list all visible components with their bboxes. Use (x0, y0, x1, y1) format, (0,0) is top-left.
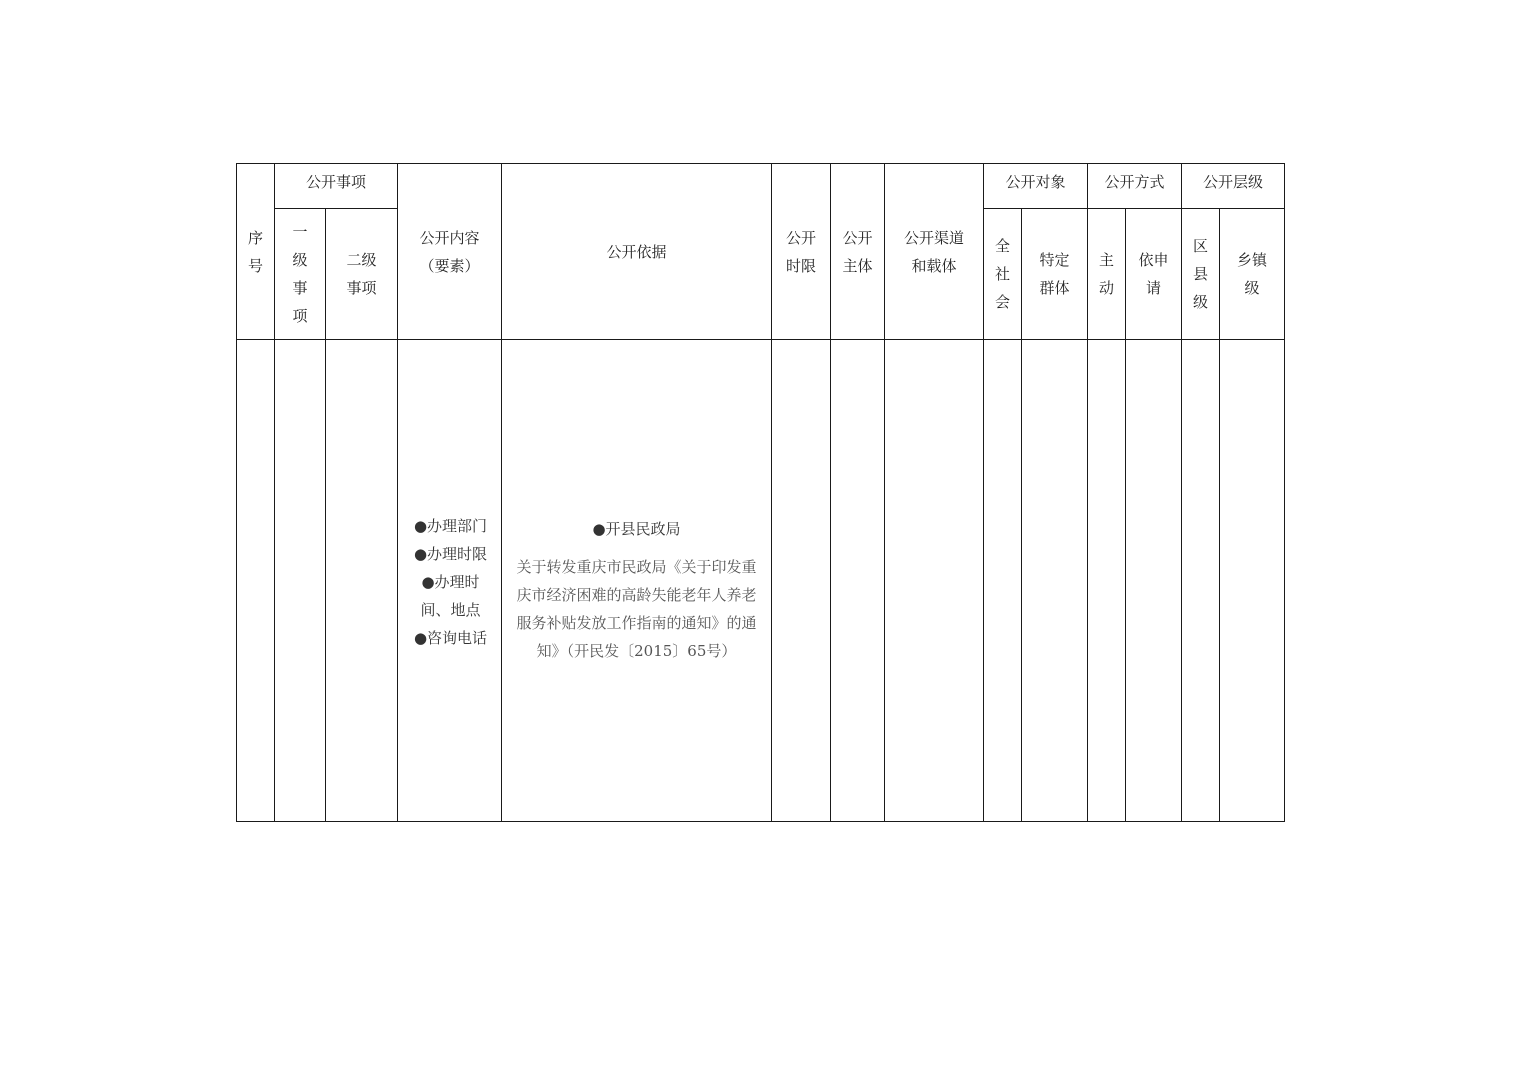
header-time-limit (772, 164, 831, 340)
header-target: 公开对象 (984, 164, 1088, 209)
header-level1 (275, 209, 326, 340)
header-method-request (1126, 209, 1182, 340)
header-basis: 公开依据 (502, 164, 772, 340)
disclosure-table (236, 163, 1285, 822)
header-subject-label: 公开主体 (842, 228, 873, 275)
header-row-1 (237, 164, 1285, 209)
header-method-active (1088, 209, 1126, 340)
header-target-specific (1022, 209, 1088, 340)
header-subject (831, 164, 885, 340)
content-item: ●办理时限 (413, 544, 488, 563)
cell-target-all (984, 340, 1022, 822)
basis-document-text: 关于转发重庆市民政局《关于印发重庆市经济困难的高龄失能老年人养老服务补贴发放工作指南的通知》的通知》（开民发〔2015〕65号） (516, 557, 757, 660)
cell-method-request (1126, 340, 1182, 822)
content-item: ●办理时间、地点 (420, 572, 481, 619)
cell-channel (885, 340, 984, 822)
cell-tier-township (1220, 340, 1285, 822)
header-channel-label: 公开渠道和载体 (904, 228, 965, 275)
cell-target-specific (1022, 340, 1088, 822)
header-channel (885, 164, 984, 340)
header-tier: 公开层级 (1182, 164, 1285, 209)
content-item: ●办理部门 (413, 516, 488, 535)
header-level1-label: 一级事项 (292, 223, 308, 325)
header-seq-label: 序号 (247, 228, 263, 275)
cell-time-limit (772, 340, 831, 822)
cell-content (398, 340, 502, 822)
cell-seq (237, 340, 275, 822)
header-tier-county-label: 区县级 (1193, 237, 1209, 311)
header-tier-township (1220, 209, 1285, 340)
header-method: 公开方式 (1088, 164, 1182, 209)
cell-level1 (275, 340, 326, 822)
table-row (237, 340, 1285, 822)
cell-level2 (326, 340, 398, 822)
header-target-all (984, 209, 1022, 340)
header-level2-label: 二级事项 (346, 251, 377, 297)
content-item: ●咨询电话 (413, 628, 488, 647)
basis-department: ●开县民政局 (592, 519, 681, 538)
header-method-active-label: 主动 (1099, 251, 1115, 297)
header-time-limit-label: 公开时限 (786, 228, 817, 275)
header-content (398, 164, 502, 340)
header-method-request-label: 依申请 (1138, 251, 1169, 297)
cell-subject (831, 340, 885, 822)
header-seq (237, 164, 275, 340)
header-tier-county (1182, 209, 1220, 340)
header-matters: 公开事项 (275, 164, 398, 209)
cell-method-active (1088, 340, 1126, 822)
header-target-specific-label: 特定群体 (1039, 251, 1070, 297)
cell-basis (502, 340, 772, 822)
header-content-label: 公开内容（要素） (419, 228, 480, 275)
cell-tier-county (1182, 340, 1220, 822)
header-target-all-label: 全社会 (995, 237, 1011, 311)
header-tier-township-label: 乡镇级 (1237, 251, 1268, 297)
header-level2 (326, 209, 398, 340)
